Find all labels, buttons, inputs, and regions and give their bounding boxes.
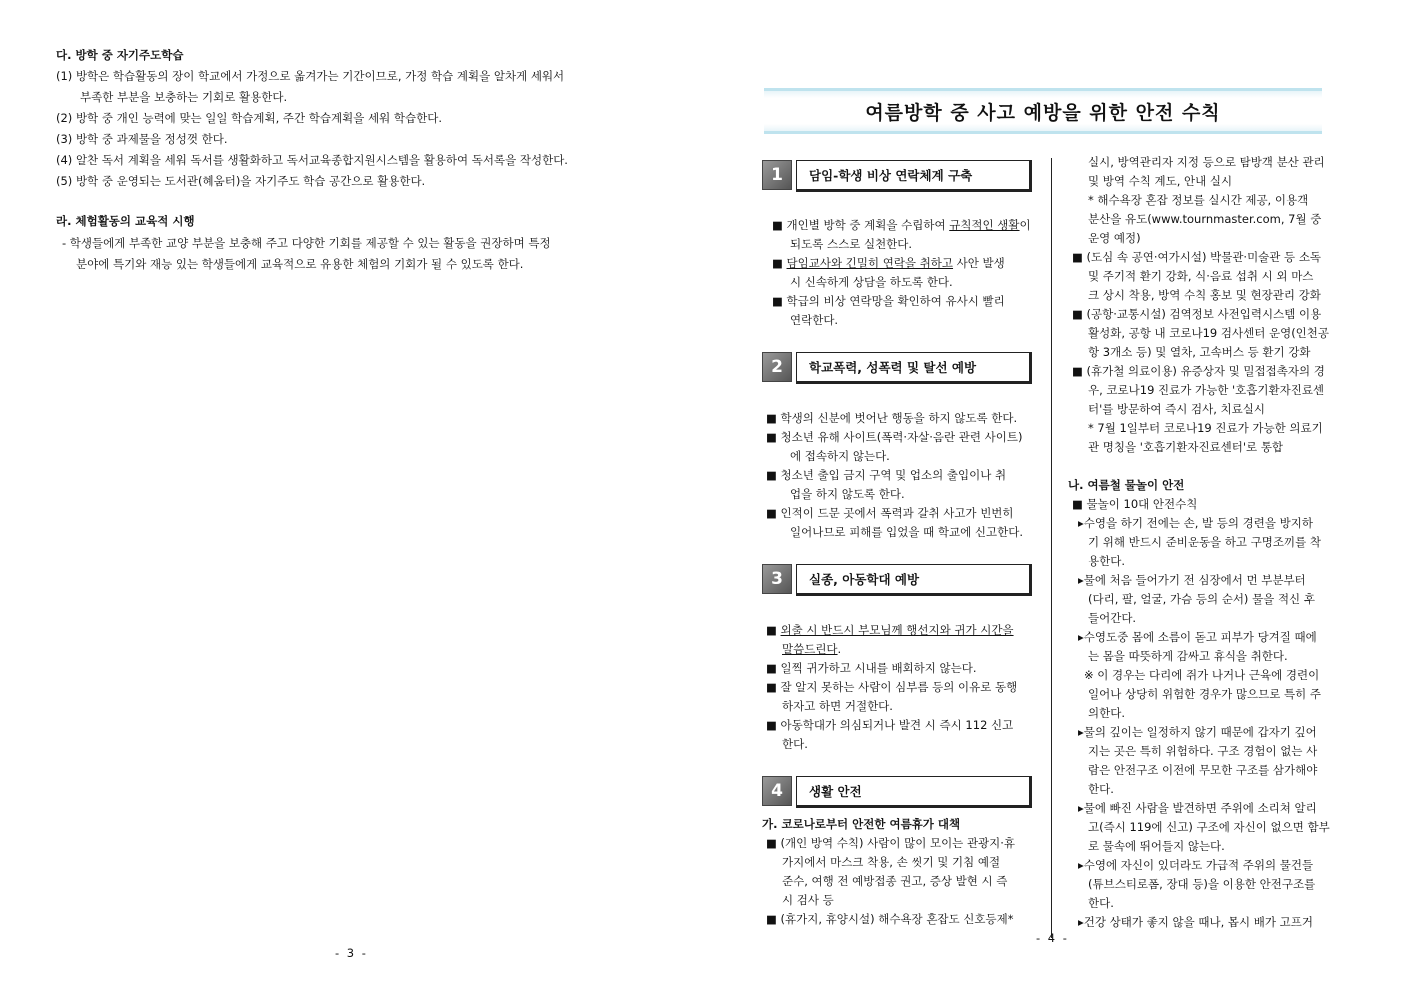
list-item: ■ (개인 방역 수칙) 사람이 많이 모이는 관광지·휴 (766, 836, 1016, 850)
title-banner (764, 88, 1322, 134)
section-header-2 (762, 352, 1032, 382)
list-item: 시 검사 등 (782, 893, 834, 907)
col2-line: ▸건강 상태가 좋지 않을 때나, 몹시 배가 고프거 (1078, 915, 1313, 929)
col2-line: ※ 이 경우는 다리에 쥐가 나거나 근육에 경련이 (1084, 668, 1320, 682)
subsection-heading: 나. 여름철 물놀이 안전 (1068, 478, 1185, 492)
text-line: - 학생들에게 부족한 교양 부분을 보충해 주고 다양한 기회를 제공할 수 있는 활동을 권장하며 특정 (62, 236, 551, 250)
section-header-3 (762, 564, 1032, 594)
col2-line: ▸수영에 자신이 있더라도 가급적 주위의 물건들 (1078, 858, 1314, 872)
col2-line: 용한다. (1088, 554, 1125, 568)
col2-line: 지는 곳은 특히 위험하다. 구조 경험이 없는 사 (1088, 744, 1318, 758)
section-number: 3 (762, 564, 792, 594)
list-item: ■ 외출 시 반드시 부모님께 행선지와 귀가 시간을 (766, 623, 1014, 637)
col2-line: 의한다. (1088, 706, 1125, 720)
col2-line: 로 물속에 뛰어들지 않는다. (1088, 839, 1225, 853)
list-item: 한다. (782, 737, 808, 751)
text-line: (5) 방학 중 운영되는 도서관(혜움터)을 자기주도 학습 공간으로 활용한다. (56, 174, 426, 188)
col2-line: (다리, 팔, 얼굴, 가슴 등의 순서) 물을 적신 후 (1088, 592, 1315, 606)
col2-line: 및 방역 수칙 계도, 안내 실시 (1088, 174, 1233, 188)
section-heading-da: 다. 방학 중 자기주도학습 (56, 48, 184, 62)
text-line: 부족한 부분을 보충하는 기회로 활용한다. (80, 90, 288, 104)
col2-line: 및 주기적 환기 강화, 식·음료 섭취 시 외 마스 (1088, 269, 1314, 283)
col2-line: 일어나 상당히 위험한 경우가 많으므로 특히 주 (1088, 687, 1322, 701)
col2-line: 크 상시 착용, 방역 수칙 홍보 및 현장관리 강화 (1088, 288, 1321, 302)
list-item: 업을 하지 않도록 한다. (790, 487, 905, 501)
col2-line: 활성화, 공항 내 코로나19 검사센터 운영(인천공 (1088, 326, 1330, 340)
col2-line: ▸물에 처음 들어가기 전 심장에서 먼 부분부터 (1078, 573, 1306, 587)
page-number: - 4 - (1036, 931, 1069, 945)
col2-line: 우, 코로나19 진료가 가능한 '호흡기환자진료센 (1088, 383, 1325, 397)
col2-line: 는 몸을 따뜻하게 감싸고 휴식을 취한다. (1088, 649, 1288, 663)
col2-line: * 해수욕장 혼잡 정보를 실시간 제공, 이용객 (1088, 193, 1309, 207)
col2-line: 한다. (1088, 782, 1114, 796)
section-header-4 (762, 776, 1032, 806)
col2-line: ▸물에 빠진 사람을 발견하면 주위에 소리쳐 알리 (1078, 801, 1317, 815)
list-item: ■ 아동학대가 의심되거나 발견 시 즉시 112 신고 (766, 718, 1014, 732)
section-heading-ra: 라. 체험활동의 교육적 시행 (56, 214, 195, 228)
section-number: 4 (762, 776, 792, 806)
section-number: 1 (762, 160, 792, 190)
list-item: ■ (휴가지, 휴양시설) 해수욕장 혼잡도 신호등제* (766, 912, 1014, 926)
col2-line: 들어간다. (1088, 611, 1137, 625)
col2-line: ■ (휴가철 의료이용) 유증상자 및 밀접접촉자의 경 (1072, 364, 1325, 378)
col2-line: 관 명칭을 '호흡기환자진료센터'로 통합 (1088, 440, 1284, 454)
col2-line: (튜브스티로폼, 장대 등)을 이용한 안전구조를 (1088, 877, 1316, 891)
list-item: 연락한다. (790, 313, 839, 327)
col2-line: ■ 물놀이 10대 안전수칙 (1072, 497, 1198, 511)
col2-line: 기 위해 반드시 준비운동을 하고 구명조끼를 착 (1088, 535, 1322, 549)
col2-line: 항 3개소 등) 및 열차, 고속버스 등 환기 강화 (1088, 345, 1311, 359)
section-number: 2 (762, 352, 792, 382)
list-item: 말씀드린다. (782, 642, 842, 656)
col2-line: 람은 안전구조 이전에 무모한 구조를 삼가해야 (1088, 763, 1318, 777)
col2-line: ▸물의 깊이는 일정하지 않기 때문에 갑자기 깊어 (1078, 725, 1317, 739)
list-item: ■ 개인별 방학 중 계획을 수립하여 규칙적인 생활이 (772, 218, 1031, 232)
section-title: 학교폭력, 성폭력 및 탈선 예방 (809, 360, 977, 375)
list-item: 일어나므로 피해를 입었을 때 학교에 신고한다. (790, 525, 1024, 539)
list-item: ■ 일찍 귀가하고 시내를 배회하지 않는다. (766, 661, 977, 675)
section-header-1 (762, 160, 1032, 190)
list-item: ■ 담임교사와 긴밀히 연락을 취하고 사안 발생 (772, 256, 1005, 270)
text-line: 분야에 특기와 재능 있는 학생들에게 교육적으로 유용한 체험의 기회가 될 수 있도록 한다. (76, 257, 524, 271)
list-item: ■ 학생의 신분에 벗어난 행동을 하지 않도록 한다. (766, 411, 1018, 425)
list-item: 하자고 하면 거절한다. (782, 699, 893, 713)
list-item: ■ 잘 알지 못하는 사람이 심부름 등의 이유로 동행 (766, 680, 1018, 694)
col2-line: 고(즉시 119에 신고) 구조에 자신이 없으면 함부 (1088, 820, 1330, 834)
section-title: 실종, 아동학대 예방 (809, 572, 920, 587)
col2-line: 분산을 유도(www.tournmaster.com, 7월 중 (1088, 212, 1322, 226)
section-title: 생활 안전 (809, 784, 862, 799)
text-line: (1) 방학은 학습활동의 장이 학교에서 가정으로 옮겨가는 기간이므로, 가정 학습 계획을 알차게 세워서 (56, 69, 565, 83)
list-item: ■ 학급의 비상 연락망을 확인하여 유사시 빨리 (772, 294, 1005, 308)
left-page (0, 0, 700, 992)
col2-line: 실시, 방역관리자 지정 등으로 탐방객 분산 관리 (1088, 155, 1325, 169)
text-line: (2) 방학 중 개인 능력에 맞는 일일 학습계획, 주간 학습계획을 세워 학습한다. (56, 111, 442, 125)
col2-line: * 7월 1일부터 코로나19 진료가 가능한 의료기 (1088, 421, 1323, 435)
page-number: - 3 - (335, 946, 368, 960)
list-item: ■ 청소년 출입 금지 구역 및 업소의 출입이나 취 (766, 468, 1007, 482)
col2-line: ■ (도심 속 공연·여가시설) 박물관·미술관 등 소독 (1072, 250, 1322, 264)
page-title: 여름방학 중 사고 예방을 위한 안전 수칙 (865, 102, 1221, 124)
col2-line: 터'를 방문하여 즉시 검사, 치료실시 (1088, 402, 1265, 416)
col2-line: ■ (공항·교통시설) 검역정보 사전입력시스템 이용 (1072, 307, 1322, 321)
column-divider (1051, 158, 1052, 938)
list-item: 되도록 스스로 실천한다. (790, 237, 913, 251)
col2-line: ▸수영도중 몸에 소름이 돋고 피부가 당겨질 때에 (1078, 630, 1317, 644)
list-item: ■ 인적이 드문 곳에서 폭력과 갈취 사고가 빈번히 (766, 506, 1014, 520)
col2-line: 운영 예정) (1088, 231, 1141, 245)
list-item: 시 신속하게 상담을 하도록 한다. (790, 275, 953, 289)
text-line: (3) 방학 중 과제물을 정성껏 한다. (56, 132, 228, 146)
list-item: 가지에서 마스크 착용, 손 씻기 및 기침 예절 (782, 855, 1001, 869)
list-item: 에 접속하지 않는다. (790, 449, 890, 463)
list-item: 준수, 여행 전 예방접종 권고, 증상 발현 시 즉 (782, 874, 1008, 888)
subsection-heading: 가. 코로나로부터 안전한 여름휴가 대책 (762, 817, 961, 831)
col2-line: ▸수영을 하기 전에는 손, 발 등의 경련을 방지하 (1078, 516, 1313, 530)
col2-line: 한다. (1088, 896, 1114, 910)
list-item: ■ 청소년 유해 사이트(폭력·자살·음란 관련 사이트) (766, 430, 1023, 444)
section-title: 담임-학생 비상 연락체계 구축 (809, 168, 973, 183)
text-line: (4) 알찬 독서 계획을 세워 독서를 생활화하고 독서교육종합지원시스템을 활용하여 독서록을 작성한다. (56, 153, 568, 167)
